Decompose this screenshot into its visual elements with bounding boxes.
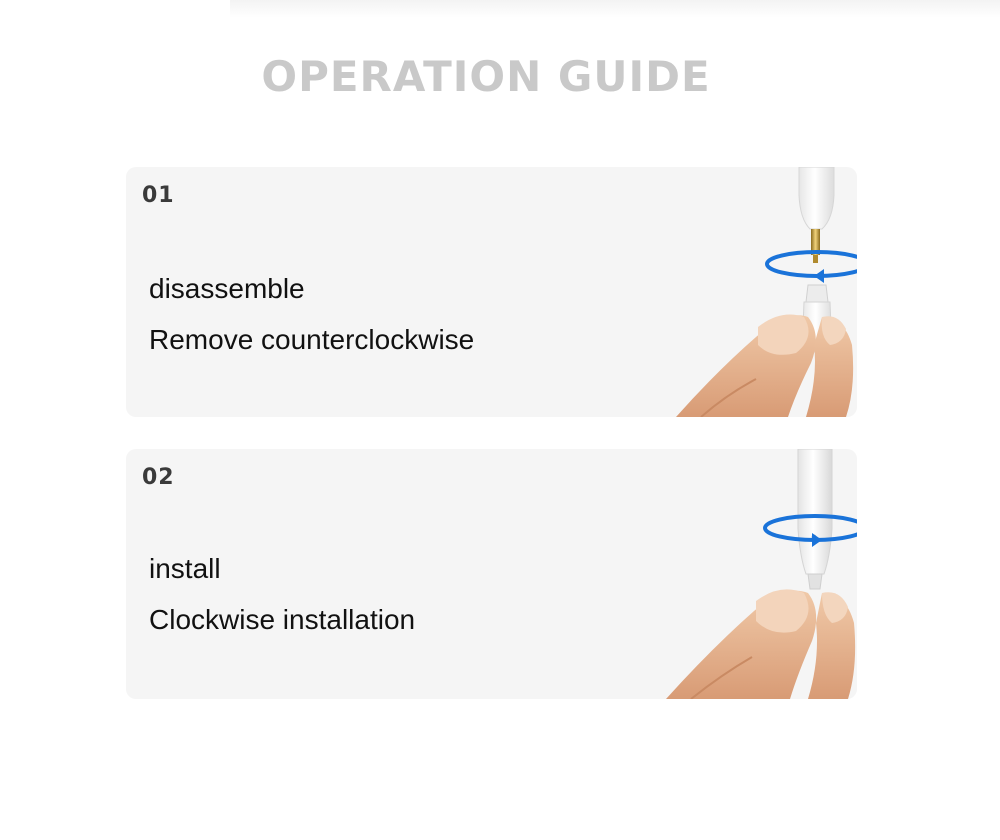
- step-description: Clockwise installation: [149, 604, 416, 635]
- step-card-2: [126, 449, 857, 699]
- step-number: 02: [142, 465, 175, 490]
- hand: [676, 315, 853, 417]
- pen-body: [799, 167, 834, 229]
- install-illustration: [526, 449, 857, 699]
- top-decorative-band: [230, 0, 1000, 18]
- page-title: OPERATION GUIDE: [261, 52, 711, 101]
- step-card-1: [126, 167, 857, 417]
- counterclockwise-arrow-icon: [767, 252, 857, 283]
- step-action: disassemble: [149, 273, 305, 304]
- hand: [666, 589, 855, 699]
- pen-body: [798, 449, 832, 589]
- step-number: 01: [142, 183, 175, 208]
- disassemble-illustration: [526, 167, 857, 417]
- step-description: Remove counterclockwise: [149, 324, 475, 355]
- step-action: install: [149, 553, 221, 584]
- gold-connector: [811, 229, 820, 263]
